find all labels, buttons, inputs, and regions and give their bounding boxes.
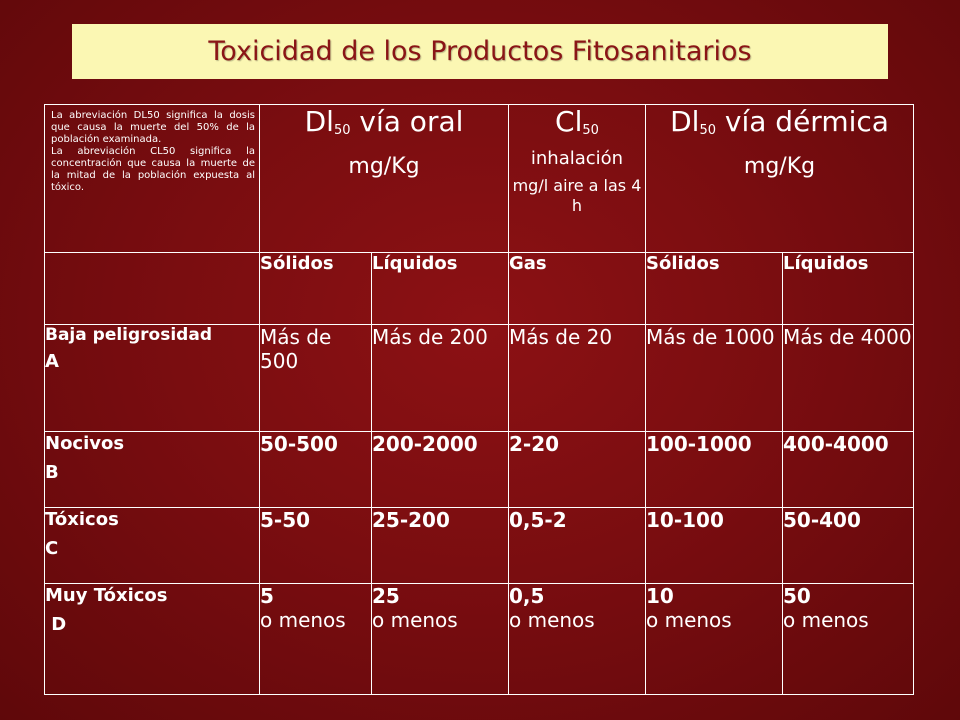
category-cell: Tóxicos C: [45, 508, 260, 584]
value-cell: Más de 200: [372, 325, 509, 432]
value-cell: 2-20: [509, 432, 646, 508]
value-cell: 10-100: [646, 508, 783, 584]
title-banner: [72, 24, 888, 79]
value-cell: 50-400: [783, 508, 914, 584]
subheader-cell: Líquidos: [783, 253, 914, 325]
subheader-cell: Gas: [509, 253, 646, 325]
subheader-cell: Sólidos: [646, 253, 783, 325]
value-cell: 25 o menos: [372, 584, 509, 695]
subheader-row: [45, 253, 914, 325]
subheader-cell: Líquidos: [372, 253, 509, 325]
header-row: [45, 105, 914, 253]
table-row: [45, 584, 914, 695]
header-inhalation-unit: mg/l aire a las 4 h: [512, 176, 642, 215]
header-inhalation: $Cl_{50}$ inhalación mg/l aire a las 4 h: [509, 105, 646, 253]
value-cell: Más de 4000: [783, 325, 914, 432]
note-cl50: La abreviación CL50 significa la concentración que causa la muerte de la mitad de la población expuesta al tóxico.: [51, 146, 255, 193]
note-dl50: La abreviación DL50 significa la dosis que causa la muerte del 50% de la población examinada.: [51, 110, 255, 145]
category-cell: Nocivos B: [45, 432, 260, 508]
table-row: [45, 325, 914, 432]
table-row: [45, 432, 914, 508]
value-cell: 100-1000: [646, 432, 783, 508]
value-cell: Más de 1000: [646, 325, 783, 432]
note-cell: [45, 105, 260, 253]
value-cell: 10 o menos: [646, 584, 783, 695]
value-cell: 0,5-2: [509, 508, 646, 584]
value-cell: Más de 500: [260, 325, 372, 432]
value-cell: 5 o menos: [260, 584, 372, 695]
value-cell: 5-50: [260, 508, 372, 584]
subheader-cell: Sólidos: [260, 253, 372, 325]
toxicity-table: [44, 104, 914, 695]
value-cell: 0,5 o menos: [509, 584, 646, 695]
value-cell: 400-4000: [783, 432, 914, 508]
value-cell: Más de 20: [509, 325, 646, 432]
value-cell: 50-500: [260, 432, 372, 508]
subheader-empty: [45, 253, 260, 325]
header-oral: $Dl_{50}$ vía oral mg/Kg: [260, 105, 509, 253]
value-cell: 50 o menos: [783, 584, 914, 695]
header-oral-unit: mg/Kg: [348, 154, 420, 179]
value-cell: 200-2000: [372, 432, 509, 508]
value-cell: 25-200: [372, 508, 509, 584]
table-row: [45, 508, 914, 584]
header-inhalation-label: inhalación: [530, 148, 624, 169]
category-cell: Baja peligrosidad A: [45, 325, 260, 432]
header-dermal-unit: mg/Kg: [743, 154, 816, 179]
page-title: Toxicidad de los Productos Fitosanitarios: [208, 36, 752, 67]
category-cell: Muy Tóxicos D: [45, 584, 260, 695]
header-dermal: $Dl_{50}$ vía dérmica mg/Kg: [646, 105, 914, 253]
